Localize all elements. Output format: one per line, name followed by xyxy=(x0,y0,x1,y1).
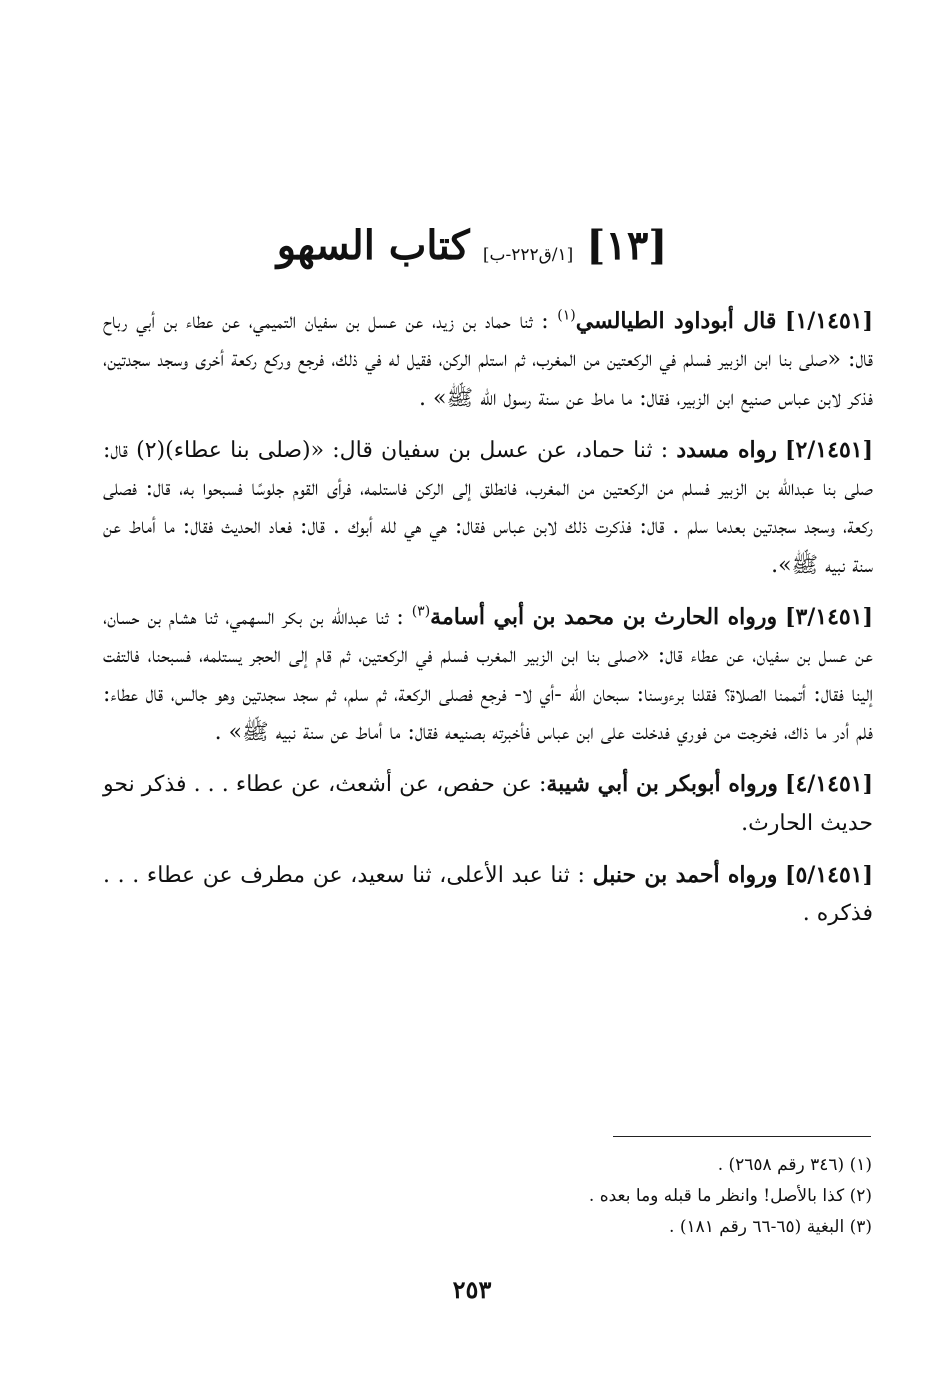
chapter-heading xyxy=(0,222,944,269)
hadith-paragraph xyxy=(103,431,873,585)
narrator-name: رواه مسدد xyxy=(676,436,777,463)
footnote: (٢) كذا بالأصل! وانظر ما قبله وما بعده . xyxy=(588,1186,872,1206)
manuscript-reference: [١/ق٢٢٢-ب] xyxy=(482,244,574,265)
hadith-paragraph xyxy=(103,598,873,752)
hadith-reference: [٤/١٤٥١] xyxy=(785,771,873,798)
page-number: ٢٥٣ xyxy=(452,1275,492,1304)
footnote: (١) (٣٤٦ رقم ٢٦٥٨) . xyxy=(717,1155,872,1175)
footnote: (٣) البغية (٦٥-٦٦ رقم ١٨١) . xyxy=(669,1217,872,1237)
footnote-marker: (٣) xyxy=(411,603,431,620)
hadith-reference: [٢/١٤٥١] xyxy=(785,436,873,463)
narrator-name: ورواه أبوبكر بن أبي شيبة xyxy=(546,771,778,798)
hadith-reference: [٥/١٤٥١] xyxy=(785,861,874,888)
chapter-title: كتاب السهو xyxy=(276,222,470,269)
hadith-text: : ثنا عبد الأعلى، ثنا سعيد، عن مطرف عن عطاء . . . فذكره . xyxy=(103,862,873,927)
narrator-name: ورواه أحمد بن حنبل xyxy=(592,861,778,888)
footnote-marker: (١) xyxy=(557,307,576,324)
hadith-reference: [١/١٤٥١] xyxy=(785,308,873,334)
hadith-paragraph xyxy=(103,765,873,843)
narrator-name: قال أبوداود الطيالسي xyxy=(575,308,777,334)
narrator-name: ورواه الحارث بن محمد بن أبي أسامة xyxy=(430,604,778,631)
footnotes xyxy=(420,1150,872,1243)
hadith-text: : ثنا حماد بن زيد، عن عسل بن سفيان التميمي، عن عطاء بن أبي رباح قال: «صلى بنا ابن الزبير فسلم في الركعتين من المغرب، ثم استلم الركن، فقيل له في ذلك، فرجع وركع ركعة أخرى وسجد سجدتين، فذكر لابن عباس صنيع ابن الزبير، فقال: ما ماط عن سنة رسول الله ﷺ» . xyxy=(103,309,873,411)
chapter-number: [١٣] xyxy=(586,222,668,269)
hadith-text: : ثنا عبدالله بن بكر السهمي، ثنا هشام بن حسان، عن عسل بن سفيان، عن عطاء قال: «صلى بنا ابن الزبير المغرب فسلم في الركعتين، ثم قام إلى الحجر يستلمه، فسبحنا، فالتفت إلينا فقال: أتممنا الصلاة؟ فقلنا برءوسنا: سبحان الله -أي لا- فرجع فصلى الركعة، ثم سلم، ثم سجد سجدتين وهو جالس، قال عطاء: فلم أدر ما ذاك، فخرجت من فوري فدخلت على ابن عباس فأخبرته بصنيعه فقال: ما أماط عن سنة نبيه ﷺ» . xyxy=(103,605,873,745)
hadith-text: : عن حفص، عن أشعث، عن عطاء . . . فذكر نحو حديث الحارث. xyxy=(103,772,873,836)
main-text xyxy=(103,302,873,946)
hadith-paragraph xyxy=(103,302,873,418)
footnote-divider xyxy=(613,1136,871,1137)
hadith-paragraph xyxy=(103,856,873,934)
hadith-text: : ثنا حماد، عن عسل بن سفيان قال: «(صلى بنا عطاء)(٢) قال: صلى بنا عبدالله بن الزبير فسلم من الركعتين من المغرب، فانطلق إلى الركن فاستلمه، فرأى القوم جلوسًا فسبحوا به، قال: فصلى ركعة، وسجد سجدتين بعدما سلم . قال: فذكرت ذلك لابن عباس فقال: هي هي لله أبوك . قال: فعاد الحديث فقال: ما أماط عن سنة نبيه ﷺ». xyxy=(103,437,873,578)
hadith-reference: [٣/١٤٥١] xyxy=(785,604,873,631)
